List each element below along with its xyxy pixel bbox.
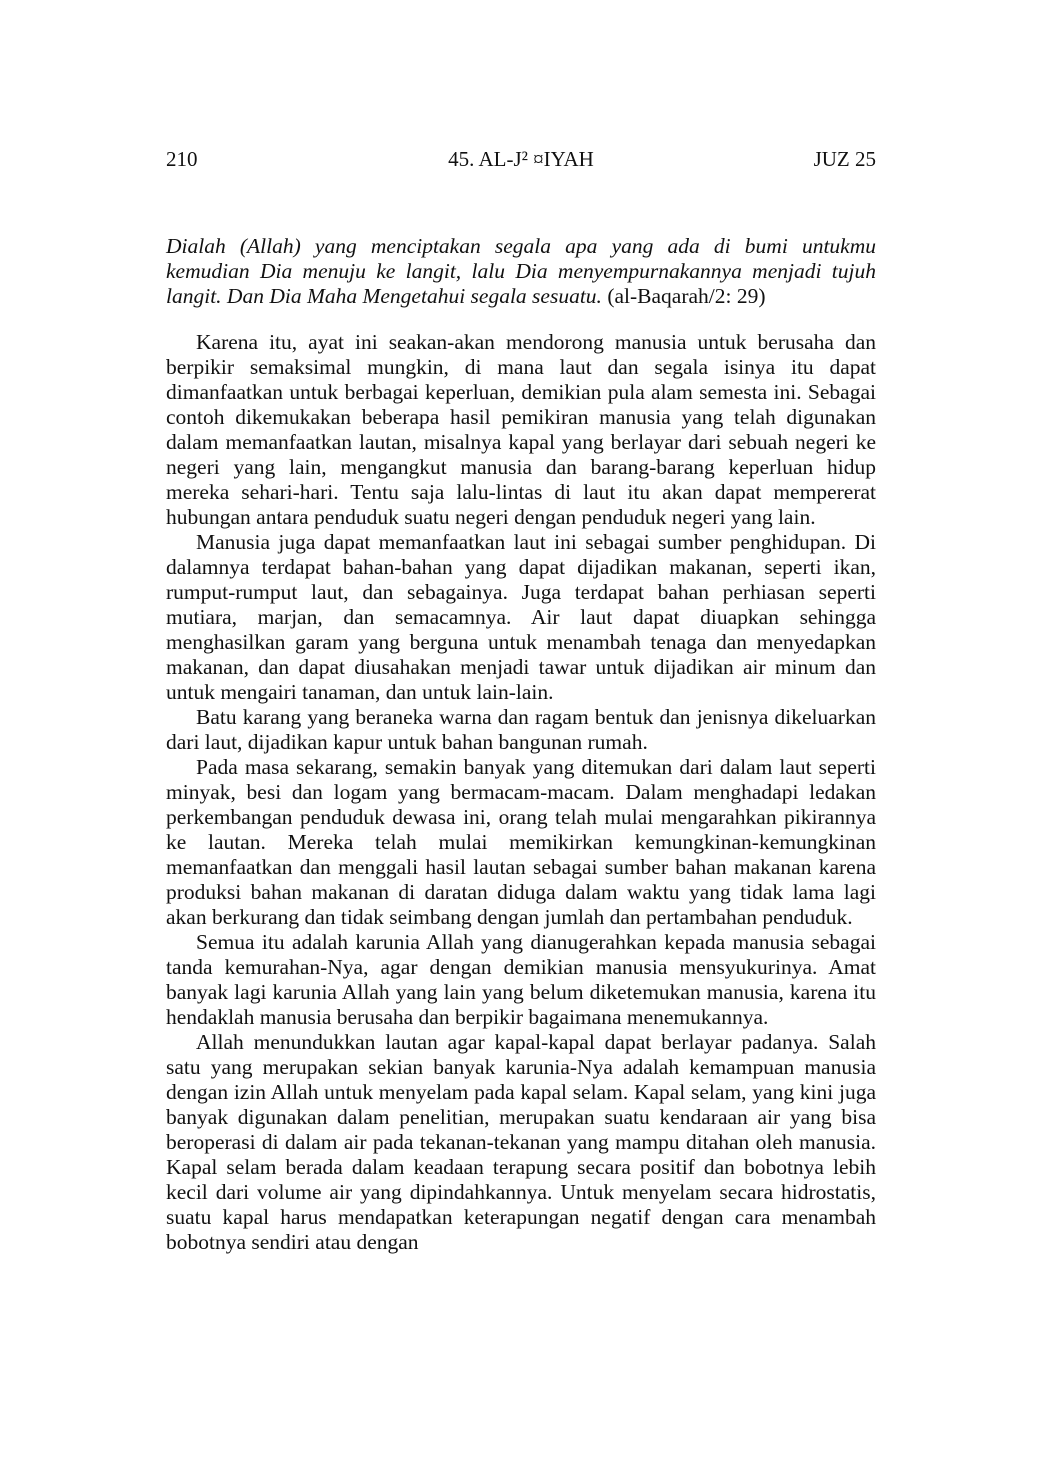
paragraph: Batu karang yang beraneka warna dan ragam bentuk dan jenisnya dikeluarkan dari laut, dijadikan kapur untuk bahan bangunan rumah. xyxy=(166,705,876,754)
body-text xyxy=(166,234,876,1255)
translation-text: Dialah (Allah) yang menciptakan segala apa yang ada di bumi untukmu kemudian Dia menuju ke langit, lalu Dia menyempurnakannya menjadi tujuh langit. Dan Dia Maha Mengetahui segala sesuatu. xyxy=(166,234,876,308)
page-number: 210 xyxy=(166,147,198,171)
juz-label: JUZ 25 xyxy=(813,147,876,171)
verse-reference: (al-Baqarah/2: 29) xyxy=(607,284,766,308)
paragraph: Allah menundukkan lautan agar kapal-kapal dapat berlayar padanya. Salah satu yang merupakan sekian banyak karunia-Nya adalah kemampuan manusia dengan izin Allah untuk menyelam pada kapal selam. Kapal selam, yang kini juga banyak digunakan dalam penelitian, merupakan suatu kendaraan air yang bisa beroperasi di dalam air pada tekanan-tekanan yang mampu ditahan oleh manusia. Kapal selam berada dalam keadaan terapung secara positif dan bobotnya lebih kecil dari volume air yang dipindahkannya. Untuk menyelam secara hidrostatis, suatu kapal harus mendapatkan keterapungan negatif dengan cara menambah bobotnya sendiri atau dengan xyxy=(166,1030,876,1254)
paragraph: Pada masa sekarang, semakin banyak yang ditemukan dari dalam laut seperti minyak, besi dan logam yang bermacam-macam. Dalam menghadapi ledakan perkembangan penduduk dewasa ini, orang telah mulai mengarahkan pikirannya ke lautan. Mereka telah mulai memikirkan kemungkinan-kemungkinan memanfaatkan dan menggali hasil lautan sebagai sumber bahan makanan karena produksi bahan makanan di daratan diduga dalam waktu yang tidak lama lagi akan berkurang dan tidak seimbang dengan jumlah dan pertambahan penduduk. xyxy=(166,755,876,929)
running-header xyxy=(166,144,876,174)
paragraph: Manusia juga dapat memanfaatkan laut ini sebagai sumber penghidupan. Di dalamnya terdapat bahan-bahan yang dapat dijadikan makanan, seperti ikan, rumput-rumput laut, dan sebagainya. Juga terdapat bahan perhiasan seperti mutiara, marjan, dan semacamnya. Air laut dapat diuapkan sehingga menghasilkan garam yang berguna untuk menambah tenaga dan menyedapkan makanan, dan dapat diusahakan menjadi tawar untuk dijadikan air minum dan untuk mengairi tanaman, dan untuk lain-lain. xyxy=(166,530,876,704)
verse-translation xyxy=(166,234,876,309)
paragraph: Semua itu adalah karunia Allah yang dianugerahkan kepada manusia sebagai tanda kemurahan-Nya, agar dengan demikian manusia mensyukurinya. Amat banyak lagi karunia Allah yang lain yang belum diketemukan manusia, karena itu hendaklah manusia berusaha dan berpikir bagaimana menemukannya. xyxy=(166,930,876,1029)
chapter-title: 45. AL-J² ¤IYAH xyxy=(448,147,594,171)
paragraph: Karena itu, ayat ini seakan-akan mendorong manusia untuk berusaha dan berpikir semaksimal mungkin, di mana laut dan segala isinya itu dapat dimanfaatkan untuk berbagai keperluan, demikian pula alam semesta ini. Sebagai contoh dikemukakan beberapa hasil pemikiran manusia yang telah digunakan dalam memanfaatkan lautan, misalnya kapal yang berlayar dari sebuah negeri ke negeri yang lain, mengangkut manusia dan barang-barang keperluan hidup mereka sehari-hari. Tentu saja lalu-lintas di laut itu akan dapat mempererat hubungan antara penduduk suatu negeri dengan penduduk negeri yang lain. xyxy=(166,330,876,529)
